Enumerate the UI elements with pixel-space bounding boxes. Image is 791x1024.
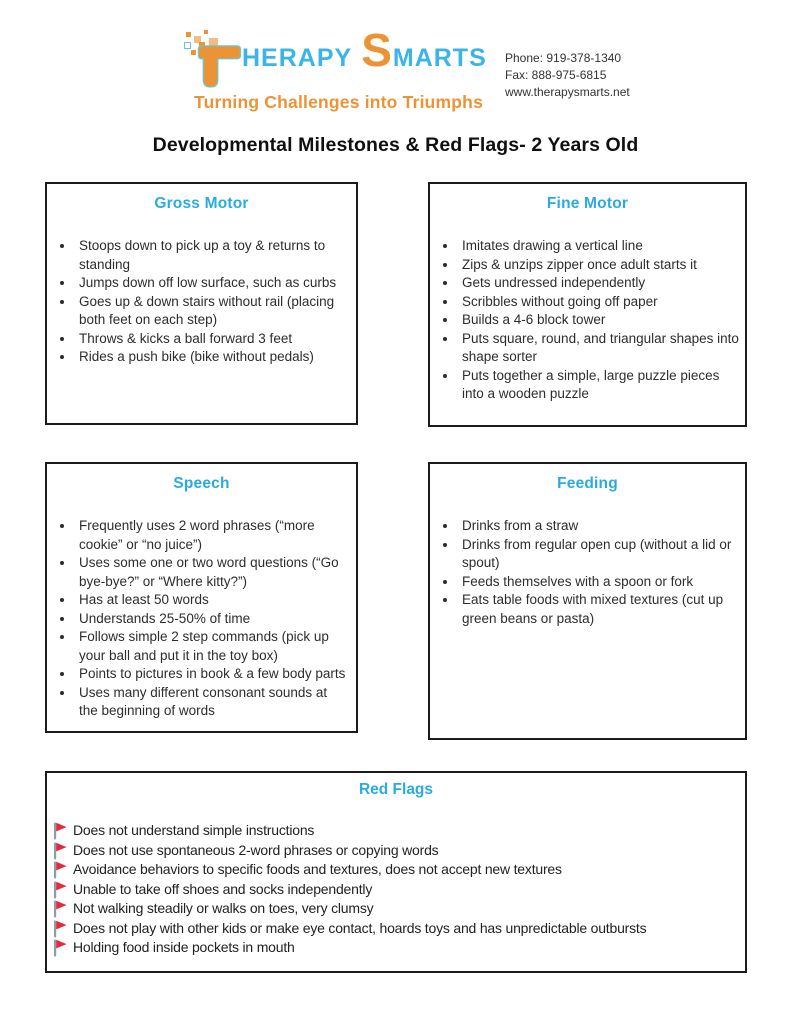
contact-info [505, 50, 630, 101]
milestone-item: • Points to pictures in book & a few body parts [75, 665, 346, 684]
milestone-item: • Eats table foods with mixed textures (cut up green beans or pasta) [458, 591, 739, 628]
feeding-list [438, 517, 739, 628]
red-flag-text: Holding food inside pockets in mouth [73, 939, 295, 955]
red-flag-text: Does not play with other kids or make eye contact, hoards toys and has unpredictable outbursts [73, 919, 647, 936]
red-flags-box [45, 771, 747, 973]
milestone-item: • Jumps down off low surface, such as curbs [75, 274, 350, 293]
red-flag-text: Does not use spontaneous 2-word phrases or copying words [73, 841, 439, 858]
milestone-item: • Builds a 4-6 block tower [458, 311, 739, 330]
milestone-item: • Uses some one or two word questions (“Go bye-bye?” or “Where kitty?”) [75, 554, 346, 591]
milestone-item: • Goes up & down stairs without rail (placing both feet on each step) [75, 293, 350, 330]
red-flag-text: Does not understand simple instructions [73, 822, 315, 838]
contact-website: www.therapysmarts.net [505, 85, 630, 99]
red-flag-icon [53, 881, 67, 899]
feeding-box [428, 462, 747, 740]
red-flag-text: Not walking steadily or walks on toes, very clumsy [73, 900, 374, 916]
red-flag-item [53, 860, 735, 880]
red-flag-item [53, 938, 735, 958]
wordmark-therapy: HERAPY [242, 44, 353, 72]
milestone-item: • Uses many different consonant sounds at the beginning of words [75, 684, 346, 721]
contact-phone: Phone: 919-378-1340 [505, 51, 622, 65]
red-flags-list [53, 821, 735, 958]
milestone-item: • Understands 25-50% of time [75, 610, 346, 629]
red-flags-title: Red Flags [358, 781, 434, 798]
red-flag-item [53, 899, 735, 919]
red-flag-icon [53, 920, 67, 938]
speech-box [45, 462, 358, 733]
gross-motor-title: Gross Motor [154, 195, 249, 212]
red-flag-icon [53, 842, 67, 860]
page-title: Developmental Milestones & Red Flags- 2 Years Old [152, 134, 639, 156]
milestone-item: • Zips & unzips zipper once adult starts it [458, 256, 739, 275]
red-flag-text: Avoidance behaviors to specific foods and textures, does not accept new textures [73, 861, 562, 877]
fine-motor-list [438, 237, 739, 404]
speech-list [55, 517, 346, 721]
red-flag-item [53, 821, 735, 841]
red-flag-icon [53, 822, 67, 840]
milestone-item: • Gets undressed independently [458, 274, 739, 293]
speech-title: Speech [173, 475, 230, 492]
red-flag-icon [53, 939, 67, 957]
milestone-item: • Follows simple 2 step commands (pick up your ball and put it in the toy box) [75, 628, 346, 665]
fine-motor-title: Fine Motor [546, 195, 629, 212]
letter-t-icon [192, 42, 242, 90]
red-flag-item [53, 880, 735, 900]
feeding-title: Feeding [557, 475, 618, 492]
milestone-item: • Throws & kicks a ball forward 3 feet [75, 330, 350, 349]
fine-motor-box [428, 182, 747, 427]
gross-motor-list [55, 237, 350, 367]
red-flag-item [53, 919, 735, 939]
gross-motor-box [45, 182, 358, 425]
wordmark-marts: MARTS [392, 44, 487, 72]
logo-t-mark [184, 30, 242, 90]
wordmark-s: S [361, 24, 392, 76]
red-flag-text: Unable to take off shoes and socks independently [73, 880, 373, 897]
milestone-item: • Imitates drawing a vertical line [458, 237, 739, 256]
milestone-item: • Feeds themselves with a spoon or fork [458, 573, 739, 592]
milestone-item: • Puts square, round, and triangular shapes into shape sorter [458, 330, 739, 367]
milestone-item: • Rides a push bike (bike without pedals) [75, 348, 350, 367]
logo-tagline: Turning Challenges into Triumphs [194, 92, 483, 112]
milestone-item: • Puts together a simple, large puzzle pieces into a wooden puzzle [458, 367, 739, 404]
milestone-item: • Drinks from a straw [458, 517, 739, 536]
red-flag-item [53, 841, 735, 861]
red-flag-icon [53, 900, 67, 918]
header-logo [150, 24, 490, 113]
milestone-item: • Stoops down to pick up a toy & returns to standing [75, 237, 350, 274]
milestone-item: • Frequently uses 2 word phrases (“more cookie” or “no juice”) [75, 517, 346, 554]
milestone-item: • Scribbles without going off paper [458, 293, 739, 312]
contact-fax: Fax: 888-975-6815 [505, 68, 607, 82]
milestone-item: • Drinks from regular open cup (without a lid or spout) [458, 536, 739, 573]
milestone-item: • Has at least 50 words [75, 591, 346, 610]
red-flag-icon [53, 861, 67, 879]
